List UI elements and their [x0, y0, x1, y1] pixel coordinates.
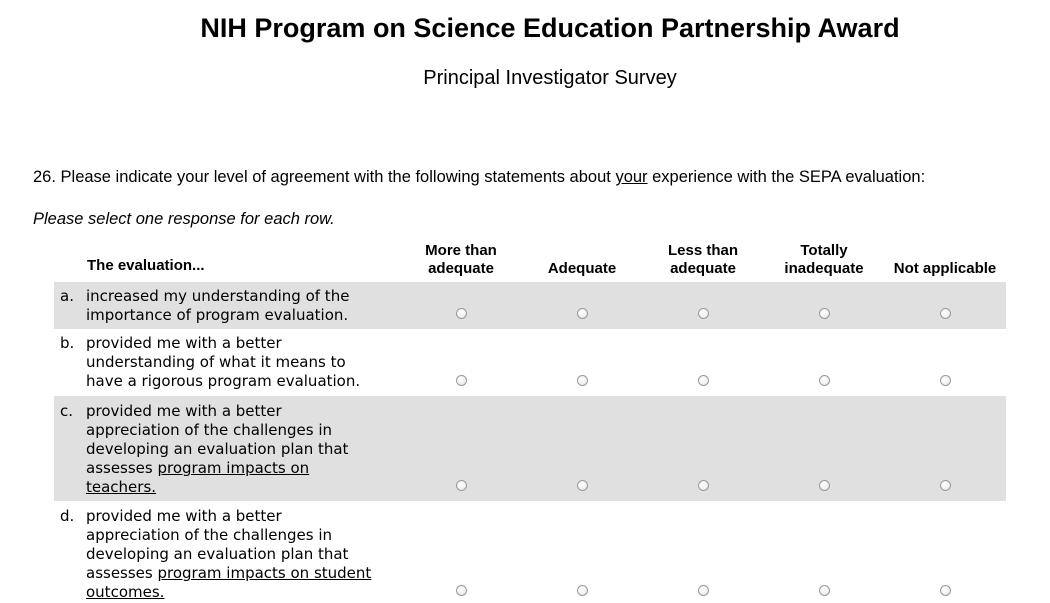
table-row-b — [54, 329, 1006, 396]
column-header-not-applicable: Not applicable — [893, 260, 997, 277]
table-row-c — [54, 396, 1006, 501]
row-statement — [86, 402, 348, 497]
radio-b-not-applicable[interactable] — [940, 375, 951, 386]
row-statement-text: provided me with a better appreciation of the challenges in developing an evaluation plan that assesses — [86, 507, 349, 582]
question-26-prompt — [33, 167, 925, 187]
column-header-more-than-adequate: More than adequate — [425, 242, 497, 277]
question-emphasis: your — [615, 168, 648, 186]
radio-b-less-than-adequate[interactable] — [698, 375, 709, 386]
radio-d-more-than-adequate[interactable] — [456, 585, 467, 596]
row-statement — [86, 507, 371, 602]
page-subtitle: Principal Investigator Survey — [423, 67, 677, 89]
row-letter: c. — [60, 402, 74, 420]
column-header-less-than-adequate: Less than adequate — [667, 242, 739, 277]
question-instruction: Please select one response for each row. — [33, 210, 335, 228]
radio-b-adequate[interactable] — [577, 375, 588, 386]
table-lead-header: The evaluation... — [87, 257, 205, 274]
radio-d-less-than-adequate[interactable] — [698, 585, 709, 596]
radio-c-adequate[interactable] — [577, 480, 588, 491]
radio-c-totally-inadequate[interactable] — [819, 480, 830, 491]
radio-a-not-applicable[interactable] — [940, 308, 951, 319]
radio-d-adequate[interactable] — [577, 585, 588, 596]
column-header-totally-inadequate: Totally inadequate — [784, 242, 864, 277]
radio-c-more-than-adequate[interactable] — [456, 480, 467, 491]
radio-d-not-applicable[interactable] — [940, 585, 951, 596]
row-statement-text: provided me with a better appreciation of the challenges in developing an evaluation plan that assesses — [86, 402, 349, 477]
table-row-d — [54, 501, 1006, 603]
question-suffix: experience with the SEPA evaluation: — [647, 168, 926, 186]
page-title: NIH Program on Science Education Partnership Award — [200, 13, 900, 43]
row-statement — [86, 287, 349, 325]
row-statement-text: provided me with a better understanding of what it means to have a rigorous program evaluation. — [86, 334, 361, 390]
question-prefix: 26. Please indicate your level of agreement with the following statements about — [33, 168, 616, 186]
radio-a-totally-inadequate[interactable] — [819, 308, 830, 319]
column-header-adequate: Adequate — [547, 260, 617, 277]
radio-c-less-than-adequate[interactable] — [698, 480, 709, 491]
row-letter: b. — [60, 334, 75, 352]
radio-a-more-than-adequate[interactable] — [456, 308, 467, 319]
row-statement — [86, 334, 360, 391]
row-statement-underlined: program impacts on student outcomes. — [86, 564, 372, 601]
radio-b-more-than-adequate[interactable] — [456, 375, 467, 386]
radio-b-totally-inadequate[interactable] — [819, 375, 830, 386]
radio-c-not-applicable[interactable] — [940, 480, 951, 491]
row-letter: a. — [60, 287, 74, 305]
row-letter: d. — [60, 507, 75, 525]
radio-d-totally-inadequate[interactable] — [819, 585, 830, 596]
row-statement-text: increased my understanding of the importance of program evaluation. — [86, 287, 350, 324]
table-row-a — [54, 282, 1006, 329]
row-statement-underlined: program impacts on teachers. — [86, 459, 310, 496]
radio-a-less-than-adequate[interactable] — [698, 308, 709, 319]
radio-a-adequate[interactable] — [577, 308, 588, 319]
